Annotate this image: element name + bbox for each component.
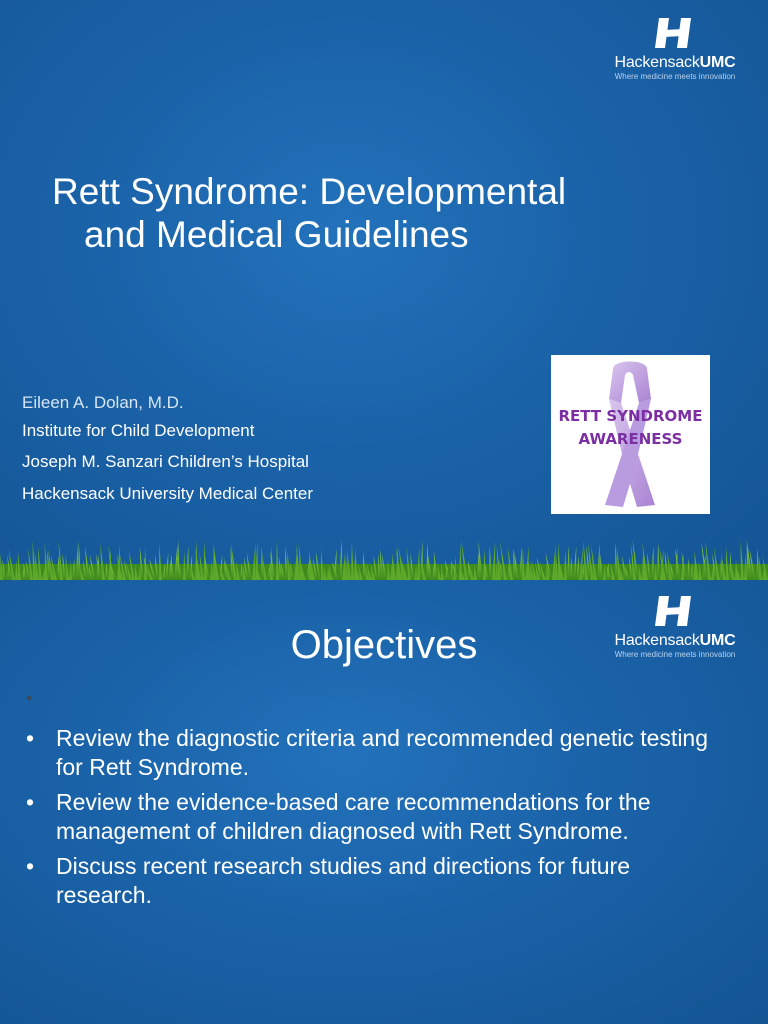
objectives-list — [24, 692, 724, 916]
awareness-ribbon-icon — [551, 355, 710, 514]
title-line-1: Rett Syndrome: Developmental — [52, 171, 567, 212]
author-name: Eileen A. Dolan, M.D. — [22, 393, 184, 412]
list-item: • Review the diagnostic criteria and recommended genetic testing for Rett Syndrome. — [24, 724, 724, 782]
awareness-line-1: RETT SYNDROME — [558, 407, 703, 425]
logo-tagline: Where medicine meets innovation — [614, 72, 736, 81]
rett-awareness-image — [551, 355, 710, 514]
affiliation-hospital: Joseph M. Sanzari Children’s Hospital — [22, 452, 309, 471]
list-item-empty — [24, 692, 724, 714]
hackensack-logo — [604, 16, 746, 81]
list-item: • Review the evidence-based care recommendations for the management of children diagnosed with Rett Syndrome. — [24, 788, 724, 846]
grass-border — [0, 534, 768, 580]
slide-title — [52, 170, 692, 256]
objectives-slide — [0, 580, 768, 1024]
hackensack-h-icon — [653, 16, 697, 50]
list-item: • Discuss recent research studies and directions for future research. — [24, 852, 724, 910]
affiliation-institute: Institute for Child Development — [22, 421, 255, 440]
title-line-2: and Medical Guidelines — [84, 214, 469, 255]
awareness-line-2: AWARENESS — [578, 430, 683, 448]
logo-name: HackensackUMC — [614, 632, 736, 649]
logo-name: HackensackUMC — [614, 54, 736, 71]
slide-title: Objectives — [290, 623, 478, 667]
affiliation-center: Hackensack University Medical Center — [22, 484, 313, 503]
logo-tagline: Where medicine meets innovation — [614, 650, 736, 659]
